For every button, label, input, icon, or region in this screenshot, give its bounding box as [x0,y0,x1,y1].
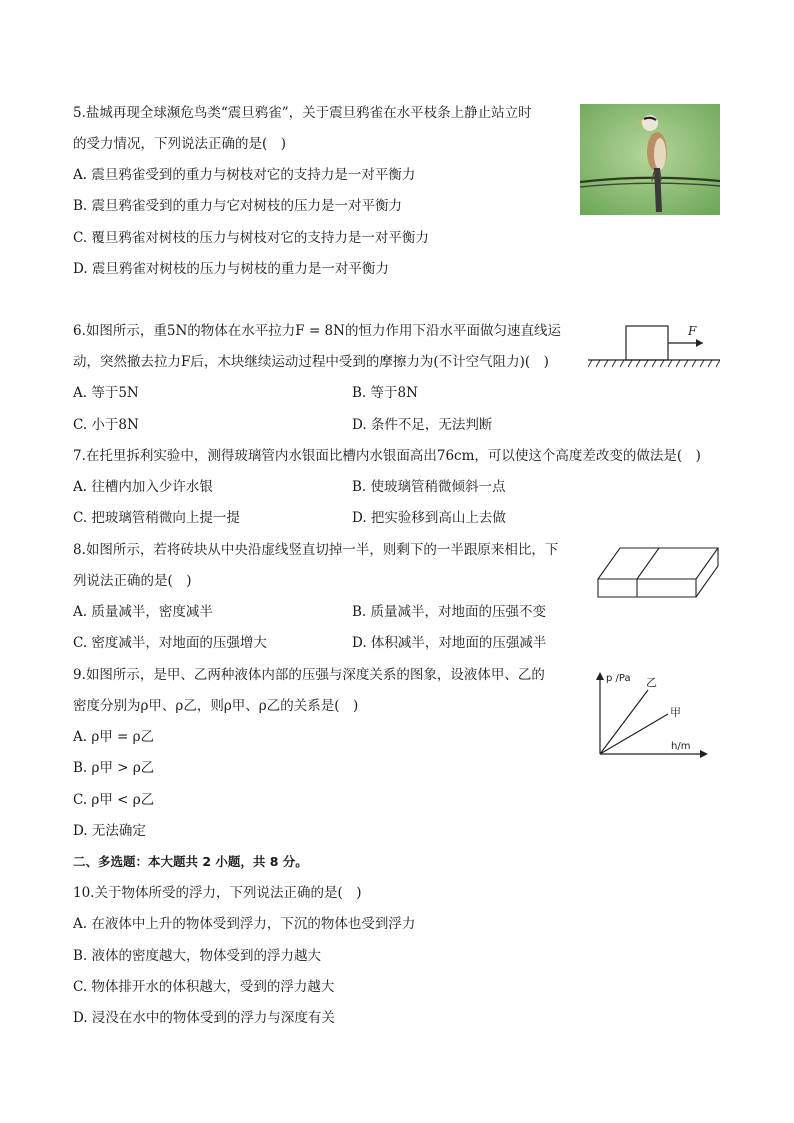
q7-option-a: A. 往槽内加入少许水银 [73,479,213,495]
q6-option-a: A. 等于5N [73,385,139,401]
brick-diagram [596,544,720,600]
section-2-heading: 二、多选题：本大题共 2 小题，共 8 分。 [73,854,308,869]
graph-x-label: h/m [671,741,691,752]
q10-option-d: D. 浸没在水中的物体受到的浮力与深度有关 [73,1010,335,1026]
q5-stem-line1: 5.盐城再现全球濒危鸟类“震旦鸦雀”，关于震旦鸦雀在水平枝条上静止站立时 [73,105,532,121]
q5-option-b: B. 震旦鸦雀受到的重力与它对树枝的压力是一对平衡力 [73,198,403,214]
series-yi-line [600,690,648,754]
q9-option-c: C. ρ甲 < ρ乙 [73,792,155,808]
q9-option-a: A. ρ甲 = ρ乙 [73,729,155,745]
q5-stem-line2: 的受力情况，下列说法正确的是( ) [73,136,287,152]
q6-stem-line1: 6.如图所示，重5N的物体在水平拉力F = 8N的恒力作用下沿水平面做匀速直线运 [73,323,561,339]
q9-stem-line2: 密度分别为ρ甲、ρ乙，则ρ甲、ρ乙的关系是( ) [73,698,359,714]
series-yi-label: 乙 [646,676,657,689]
q6-option-d: D. 条件不足，无法判断 [352,417,493,433]
q8-stem-line1: 8.如图所示，若将砖块从中央沿虚线竖直切掉一半，则剩下的一半跟原来相比，下 [73,542,559,558]
q9-stem-line1: 9.如图所示，是甲、乙两种液体内部的压强与深度关系的图象，设液体甲、乙的 [73,667,545,683]
q7-stem-line1: 7.在托里拆利实验中，测得玻璃管内水银面比槽内水银面高出76cm，可以使这个高度差改变的做法是( ) [73,448,701,464]
q10-option-c: C. 物体排开水的体积越大，受到的浮力越大 [73,979,335,995]
q8-option-d: D. 体积减半，对地面的压强减半 [352,635,547,651]
q8-option-a: A. 质量减半，密度减半 [73,604,213,620]
q8-option-b: B. 质量减半，对地面的压强不变 [352,604,547,620]
q7-option-c: C. 把玻璃管稍微向上提一提 [73,510,240,526]
graph-y-label: p /Pa [606,673,631,684]
q5-option-c: C. 覆旦鸦雀对树枝的压力与树枝对它的支持力是一对平衡力 [73,230,429,246]
block-force-diagram [588,318,720,374]
q6-option-c: C. 小于8N [73,417,139,433]
q5-option-d: D. 震旦鸦雀对树枝的压力与树枝的重力是一对平衡力 [73,261,389,277]
q10-option-a: A. 在液体中上升的物体受到浮力，下沉的物体也受到浮力 [73,916,416,932]
q6-stem-line2: 动，突然撤去拉力F后，木块继续运动过程中受到的摩擦力为(不计空气阻力)( ) [73,354,549,370]
q8-stem-line2: 列说法正确的是( ) [73,573,192,589]
q9-option-d: D. 无法确定 [73,823,146,839]
q10-option-b: B. 液体的密度越大，物体受到的浮力越大 [73,948,322,964]
bird-photo [580,104,720,215]
force-label: F [688,324,697,338]
q7-option-b: B. 使玻璃管稍微倾斜一点 [352,479,506,495]
series-jia-line [600,714,668,754]
q8-option-c: C. 密度减半，对地面的压强增大 [73,635,267,651]
q10-stem-line1: 10.关于物体所受的浮力，下列说法正确的是( ) [73,885,362,901]
pressure-depth-graph [590,668,718,766]
q9-option-b: B. ρ甲 > ρ乙 [73,760,155,776]
q6-option-b: B. 等于8N [352,385,418,401]
q7-option-d: D. 把实验移到高山上去做 [352,510,506,526]
q5-option-a: A. 震旦鸦雀受到的重力与树枝对它的支持力是一对平衡力 [73,167,416,183]
series-jia-label: 甲 [670,706,681,719]
